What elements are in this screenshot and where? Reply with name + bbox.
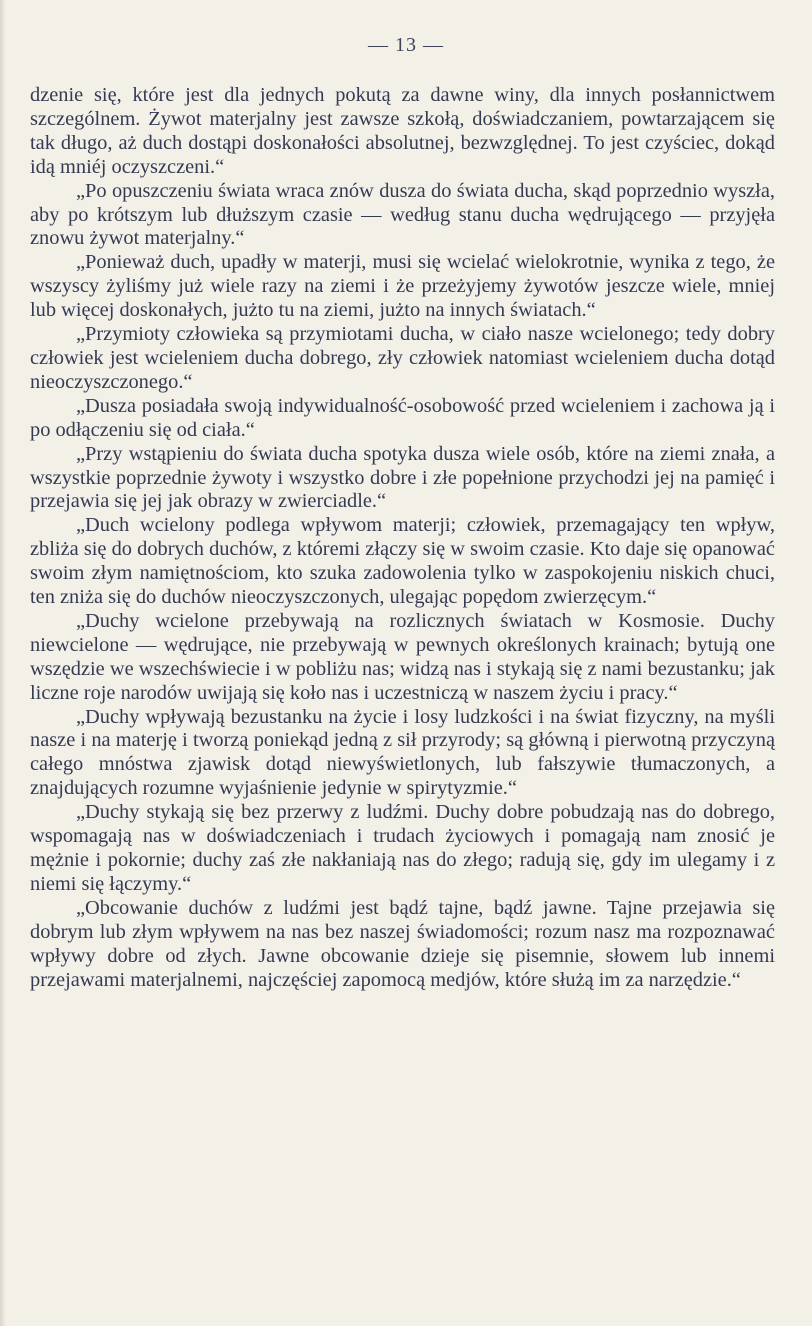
page-body-text [30, 84, 775, 992]
paragraph: „Duchy stykają się bez przerwy z ludźmi. Duchy dobre pobudzają nas do dobrego, wspomagają nas w doświadczeniach i trudach życiowych i pomagają nam znosić je mężnie i pokornie; duchy zaś złe nakłaniają nas do złego; radują się, gdy im ulegamy i z niemi się łączymy.“ [30, 801, 775, 895]
paragraph: „Przymioty człowieka są przymiotami ducha, w ciało nasze wcielonego; tedy dobry człowiek jest wcieleniem ducha dobrego, zły człowiek natomiast wcieleniem ducha dotąd nieoczyszczonego.“ [30, 323, 775, 393]
paragraph: „Ponieważ duch, upadły w materji, musi się wcielać wielokrotnie, wynika z tego, że wszyscy żyliśmy już wiele razy na ziemi i że przeżyjemy żywotów jeszcze wiele, mniej lub więcej doskonałych, jużto tu na ziemi, jużto na innych światach.“ [30, 251, 775, 322]
paragraph: „Dusza posiadała swoją indywidualność-osobowość przed wcieleniem i zachowa ją i po odłączeniu się od ciała.“ [30, 394, 775, 441]
paragraph: „Duchy wcielone przebywają na rozlicznych światach w Kosmosie. Duchy niewcielone — wędrujące, nie przebywają w pewnych określonych krainach; bytują one wszędzie we wszechświecie i w pobliżu nas; widzą nas i stykają się z nami bezustanku; jak liczne roje narodów uwijają się koło nas i uczestniczą w naszem życiu i pracy.“ [30, 609, 775, 704]
page-number: — 13 — [368, 34, 444, 56]
paragraph: „Po opuszczeniu świata wraca znów dusza do świata ducha, skąd poprzednio wyszła, aby po krótszym lub dłuższym czasie — według stanu ducha wędrującego — przyjęła znowu żywot materjalny.“ [30, 179, 775, 250]
paragraph: „Duchy wpływają bezustanku na życie i losy ludzkości i na świat fizyczny, na myśli nasze i na materję i tworzą poniekąd jedną z sił przyrody; są główną i pierwotną przyczyną całego mnóstwa zjawisk dotąd niewyświetlonych, lub fałszywie tłumaczonych, a znajdujących rozumne wyjaśnienie jedynie w spirytyzmie.“ [30, 705, 775, 800]
paragraph: „Przy wstąpieniu do świata ducha spotyka dusza wiele osób, które na ziemi znała, a wszystkie poprzednie żywoty i wszystko dobre i złe popełnione przychodzi jej na pamięć i przejawia się jej jak obrazy w zwierciadle.“ [30, 442, 775, 513]
paragraph: „Obcowanie duchów z ludźmi jest bądź tajne, bądź jawne. Tajne przejawia się dobrym lub złym wpływem na nas bez naszej świadomości; rozum nasz ma rozpoznawać wpływy dobre od złych. Jawne obcowanie dzieje się pisemnie, słowem lub innemi przejawami materjalnemi, najczęściej zapomocą medjów, które służą im za narzędzie.“ [30, 896, 775, 991]
paragraph-continuation: dzenie się, które jest dla jednych pokutą za dawne winy, dla innych posłannictwem szczególnem. Żywot materjalny jest zawsze szkołą, doświadczaniem, powtarzającem się tak długo, aż duch dostąpi doskonałości absolutnej, bezwzględnej. To jest czyściec, dokąd idą mniéj oczyszczeni.“ [30, 84, 775, 178]
page-binding-edge [0, 0, 6, 1326]
paragraph: „Duch wcielony podlega wpływom materji; człowiek, przemagający ten wpływ, zbliża się do dobrych duchów, z któremi złączy się w swoim czasie. Kto daje się opanować swoim złym namiętnościom, kto szuka zadowolenia tylko w zaspokojeniu niskich chuci, ten zniża się do duchów nieoczyszczonych, ulegając popędom zwierzęcym.“ [30, 514, 775, 609]
